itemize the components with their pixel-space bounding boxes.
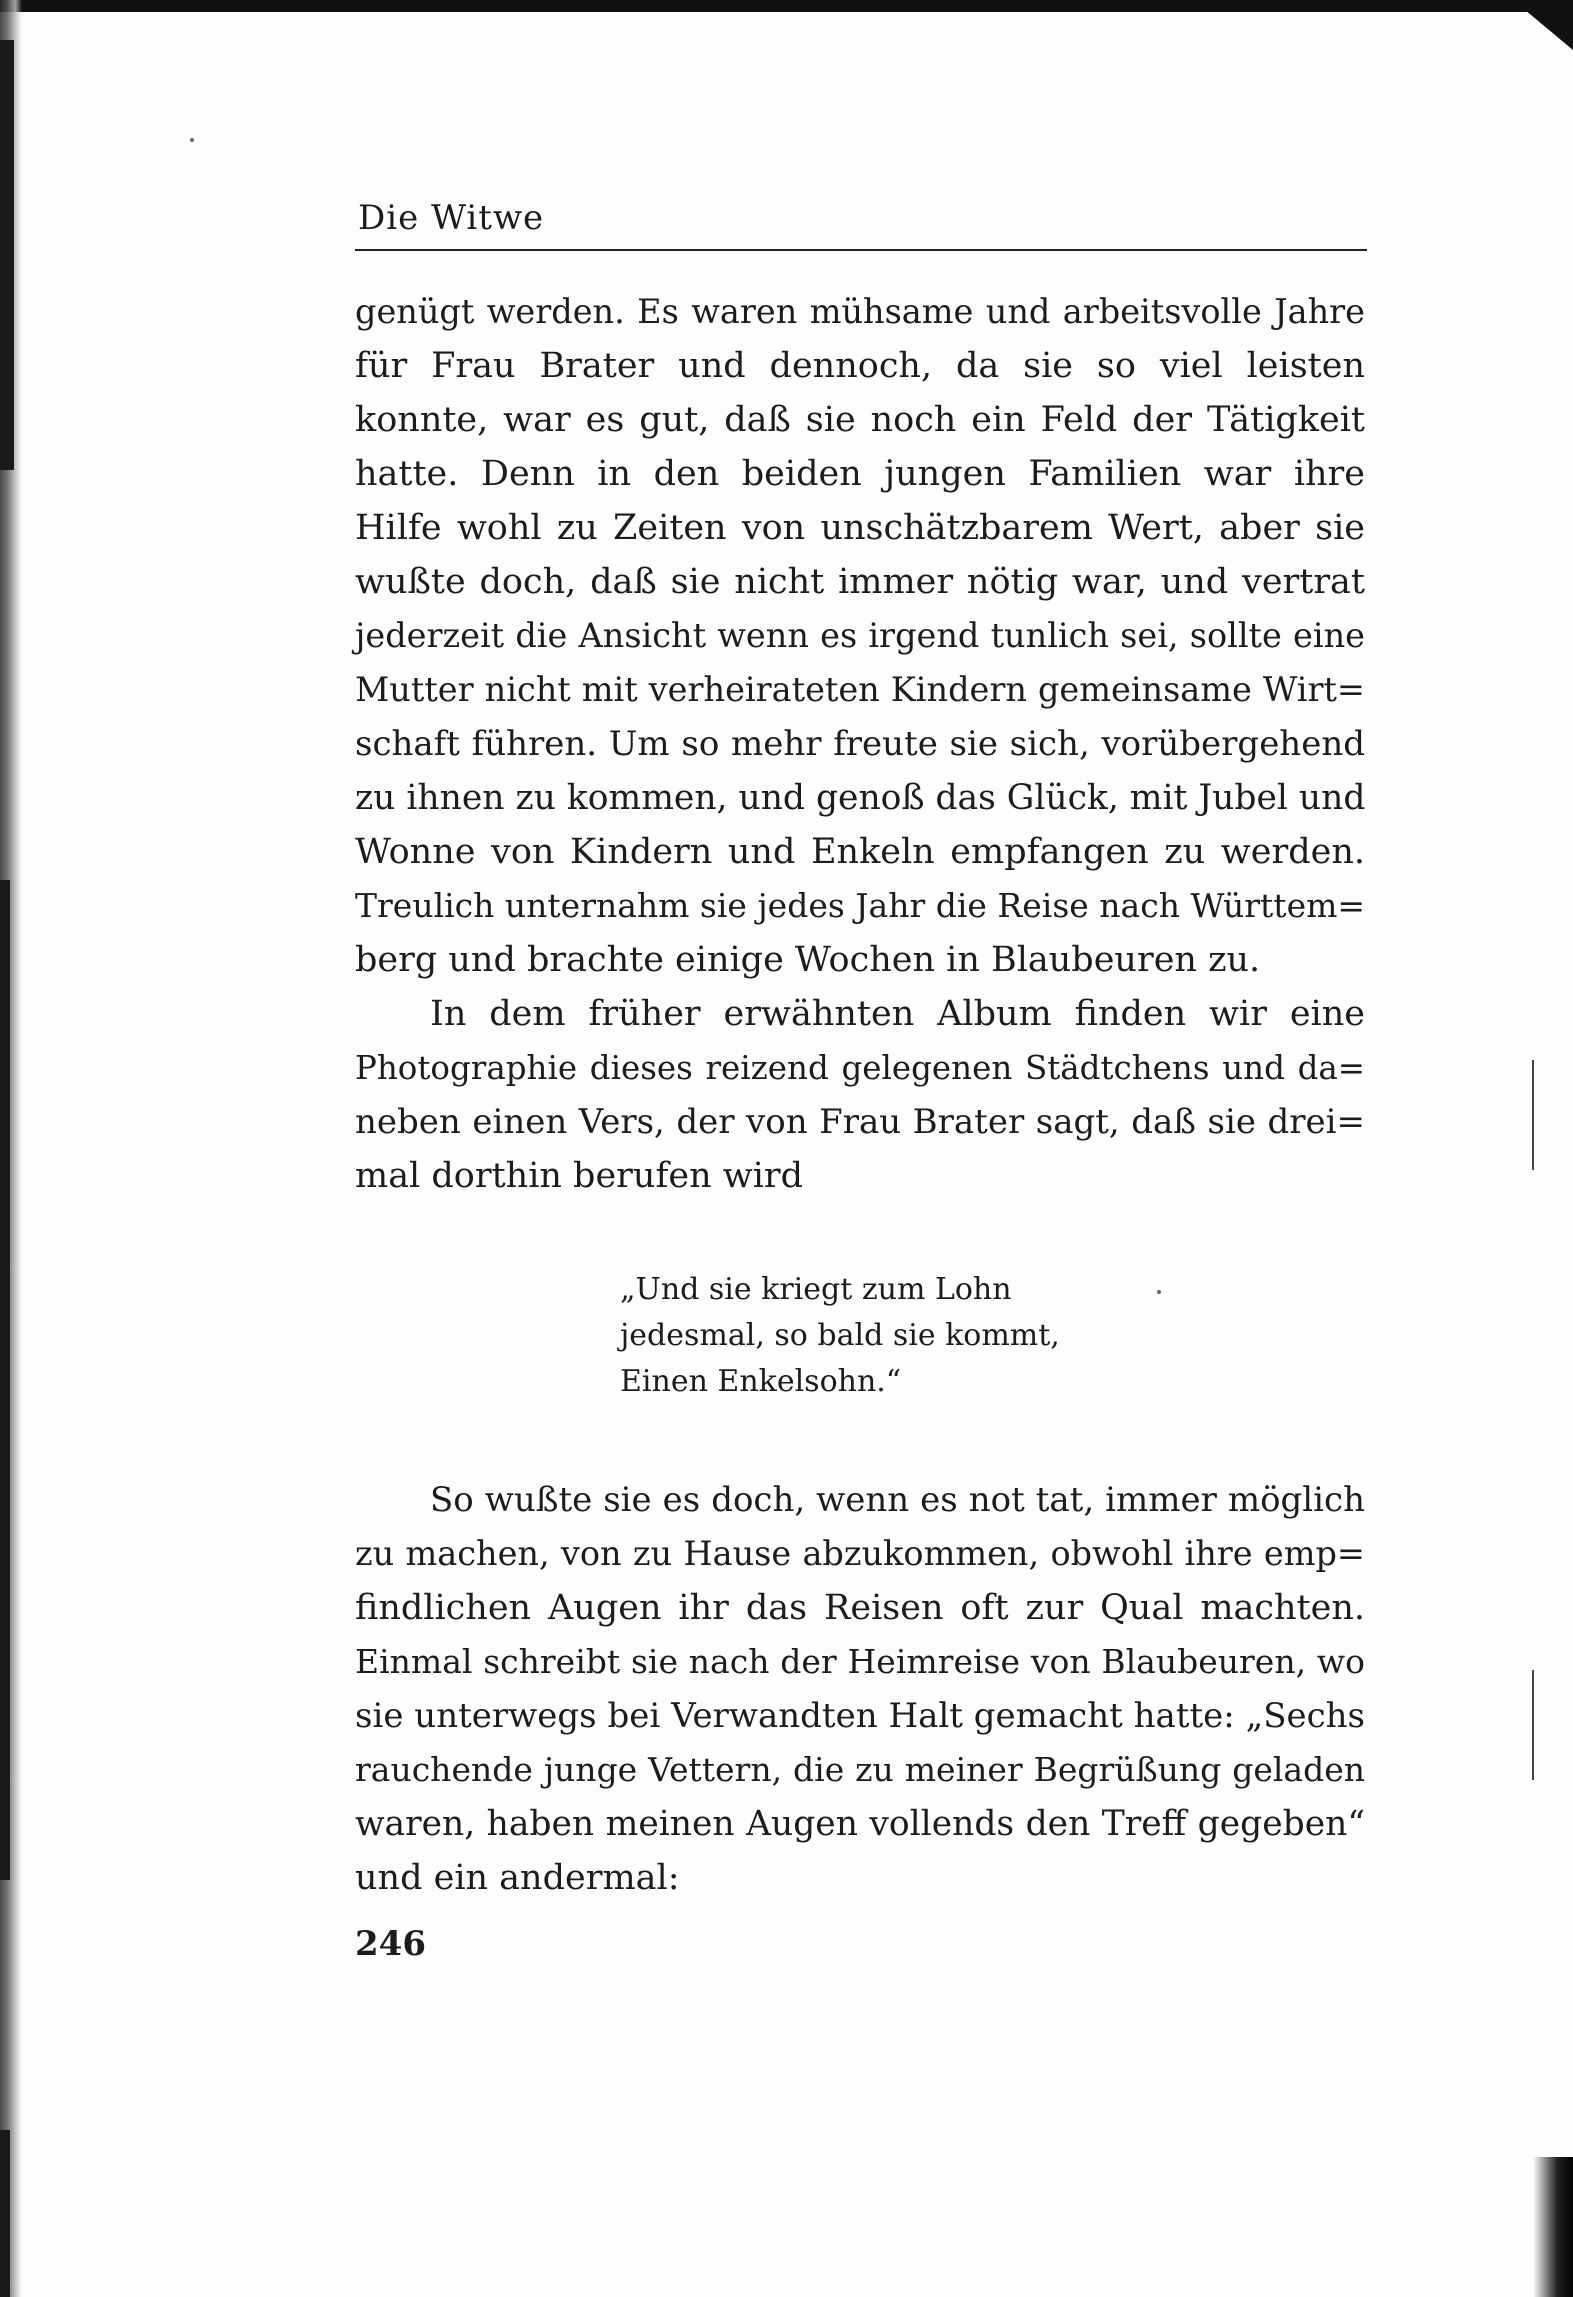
page-number: 246 (355, 1924, 426, 1964)
text-line: So wußte sie es doch, wenn es not tat, immer möglich (430, 1480, 1365, 1520)
text-line: Wonne von Kindern und Enkeln empfangen zu werden. (355, 832, 1365, 872)
header-rule (355, 249, 1367, 251)
text-line: jederzeit die Ansicht wenn es irgend tunlich sei, sollte eine (355, 616, 1365, 655)
text-line: genügt werden. Es waren mühsame und arbeitsvolle Jahre (355, 292, 1365, 331)
text-line: waren, haben meinen Augen vollends den Treff gegeben“ (355, 1804, 1365, 1844)
text-line: findlichen Augen ihr das Reisen oft zur Qual machten. (355, 1588, 1365, 1628)
text-line: In dem früher erwähnten Album finden wir eine (430, 994, 1365, 1034)
text-line: hatte. Denn in den beiden jungen Familien war ihre (355, 454, 1365, 494)
verse-line: jedesmal, so bald sie kommt, (620, 1318, 1060, 1353)
text-line: rauchende junge Vettern, die zu meiner Begrüßung geladen (355, 1750, 1365, 1789)
text-line: und ein andermal: (355, 1858, 680, 1898)
text-line: sie unterwegs bei Verwandten Halt gemacht hatte: „Sechs (355, 1696, 1365, 1736)
text-line: Mutter nicht mit verheirateten Kindern gemeinsame Wirt= (355, 670, 1365, 709)
text-line: Einmal schreibt sie nach der Heimreise von Blaubeuren, wo (355, 1642, 1365, 1681)
margin-mark (1532, 1060, 1534, 1170)
verse-line: „Und sie kriegt zum Lohn (620, 1272, 1012, 1307)
text-line: Treulich unternahm sie jedes Jahr die Reise nach Württem= (355, 886, 1366, 925)
scan-left-shadow (0, 2130, 10, 2297)
scan-left-shadow (0, 40, 14, 470)
verse-line: Einen Enkelsohn.“ (620, 1364, 902, 1399)
text-line: zu machen, von zu Hause abzukommen, obwohl ihre emp= (355, 1534, 1365, 1573)
text-line: konnte, war es gut, daß sie noch ein Feld der Tätigkeit (355, 400, 1365, 440)
scan-right-shadow (1533, 2157, 1573, 2297)
running-head: Die Witwe (358, 198, 545, 238)
text-line: Photographie dieses reizend gelegenen Städtchens und da= (355, 1049, 1365, 1087)
speck (1157, 1290, 1161, 1294)
text-line: neben einen Vers, der von Frau Brater sagt, daß sie drei= (355, 1102, 1365, 1142)
margin-mark (1532, 1670, 1534, 1780)
text-line: Hilfe wohl zu Zeiten von unschätzbarem Wert, aber sie (355, 508, 1365, 548)
scan-top-edge (0, 0, 1573, 12)
speck (190, 138, 194, 142)
text-line: zu ihnen zu kommen, und genoß das Glück, mit Jubel und (355, 778, 1366, 818)
text-line: berg und brachte einige Wochen in Blaubeuren zu. (355, 940, 1261, 980)
text-line: schaft führen. Um so mehr freute sie sich, vorübergehend (355, 724, 1365, 764)
scan-left-shadow (0, 880, 10, 1880)
text-line: wußte doch, daß sie nicht immer nötig war, und vertrat (355, 562, 1365, 602)
text-line: für Frau Brater und dennoch, da sie so viel leisten (355, 346, 1365, 386)
scan-corner-shadow (1513, 0, 1573, 50)
text-line: mal dorthin berufen wird (355, 1156, 804, 1196)
